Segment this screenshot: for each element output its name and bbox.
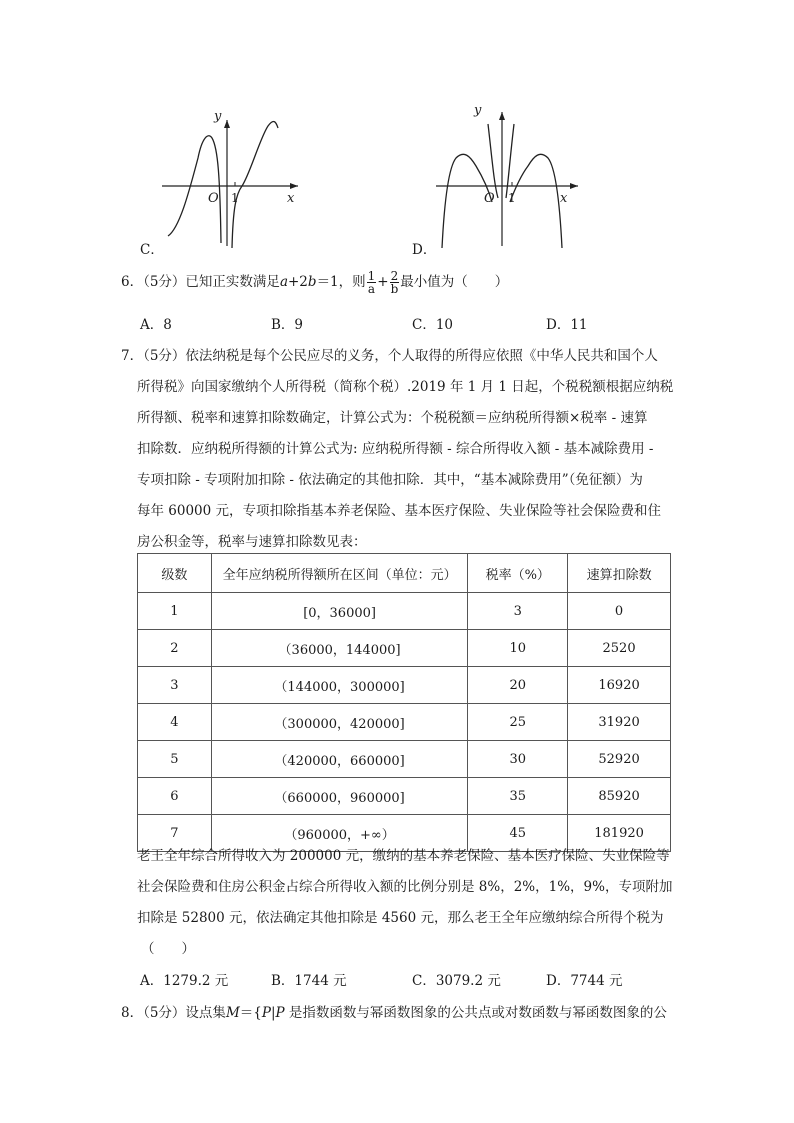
cell-range: （300000，420000] — [211, 704, 468, 741]
curve-right-outer — [510, 154, 562, 248]
tick-label: 1 — [508, 191, 516, 205]
q7-choice-d[interactable]: D．7744 元 — [546, 973, 623, 989]
q6-mid: +2 — [288, 274, 308, 290]
cell-range: （960000，+∞） — [211, 815, 468, 852]
frac1-numerator: 1 — [367, 269, 376, 283]
frac2-numerator: 2 — [390, 269, 399, 283]
q8-eq: ＝{ — [239, 1005, 262, 1021]
y-label: y — [474, 103, 482, 118]
table-row — [138, 778, 671, 815]
origin-label: O — [484, 191, 495, 206]
q7-line-5: 专项扣除 - 专项附加扣除 - 依法确定的其他扣除．其中，“基本减除费用”（免征额）为 — [137, 472, 643, 488]
x-axis-arrow — [570, 183, 578, 189]
curve-right-inner — [506, 124, 514, 198]
cell-range: （420000，660000] — [211, 741, 468, 778]
q6-cond-end: ＝1，则 — [316, 274, 366, 290]
cell-level: 6 — [138, 778, 212, 815]
header-tax-rate: 税率（%） — [468, 554, 568, 593]
q8-stem — [121, 1001, 667, 1021]
q6-fraction-2 — [390, 270, 400, 295]
q7-choice-b[interactable]: B．1744 元 — [271, 973, 347, 989]
curve-left — [168, 136, 221, 243]
cell-level: 3 — [138, 667, 212, 704]
graph-c — [150, 98, 310, 250]
table-row — [138, 741, 671, 778]
q8-rest: 是指数函数与幂函数图象的公共点或对数函数与幂函数图象的公 — [284, 1005, 667, 1021]
q7-after-line-2: 社会保险费和住房公积金占综合所得收入额的比例分别是 8%，2%，1%，9%，专项附加 — [137, 879, 673, 895]
cell-level: 2 — [138, 630, 212, 667]
cell-level: 7 — [138, 815, 212, 852]
cell-rate: 45 — [468, 815, 568, 852]
cell-deduction: 85920 — [568, 778, 671, 815]
graph-d — [430, 98, 590, 250]
cell-deduction: 31920 — [568, 704, 671, 741]
q7-after-line-4: （ ） — [141, 941, 195, 957]
q7-line-4: 扣除数．应纳税所得额的计算公式为: 应纳税所得额 - 综合所得收入额 - 基本减除费用 - — [137, 441, 654, 457]
cell-level: 1 — [138, 593, 212, 630]
cell-deduction: 0 — [568, 593, 671, 630]
q7-after-line-1: 老王全年综合所得收入为 200000 元，缴纳的基本养老保险、基本医疗保险、失业保险等 — [137, 848, 670, 864]
cell-rate: 35 — [468, 778, 568, 815]
tick-label: 1 — [231, 191, 239, 205]
q7-line-3: 所得额、税率和速算扣除数确定，计算公式为：个税税额＝应纳税所得额×税率 - 速算 — [137, 410, 648, 426]
q8-point-p2: P — [275, 1005, 285, 1021]
y-axis-arrow — [224, 120, 230, 128]
q7-after-line-3: 扣除是 52800 元，依法确定其他扣除是 4560 元，那么老王全年应缴纳综合所得个税为 — [137, 910, 664, 926]
cell-deduction: 181920 — [568, 815, 671, 852]
table-header-row — [138, 554, 671, 593]
cell-rate: 30 — [468, 741, 568, 778]
cell-range: [0，36000] — [211, 593, 468, 630]
q7-choice-c[interactable]: C．3079.2 元 — [412, 973, 501, 989]
q6-plus: + — [377, 274, 389, 290]
q7-line-1: 7．（5分）依法纳税是每个公民应尽的义务，个人取得的所得应依照《中华人民共和国个人 — [121, 348, 658, 364]
q7-choice-a[interactable]: A．1279.2 元 — [140, 973, 229, 989]
cell-deduction: 52920 — [568, 741, 671, 778]
q6-fraction-1 — [367, 270, 377, 295]
cell-range: （144000，300000] — [211, 667, 468, 704]
cell-deduction: 2520 — [568, 630, 671, 667]
q8-point-p1: P — [261, 1005, 271, 1021]
q6-choice-c[interactable]: C．10 — [412, 317, 454, 333]
curve-left-inner — [488, 124, 498, 198]
curve-right — [232, 122, 278, 248]
table-row — [138, 630, 671, 667]
q7-line-6: 每年 60000 元，专项扣除指基本养老保险、基本医疗保险、失业保险等社会保险费和住 — [137, 503, 662, 519]
y-axis-arrow — [499, 112, 505, 120]
y-label: y — [214, 109, 222, 124]
cell-range: （660000，960000] — [211, 778, 468, 815]
cell-deduction: 16920 — [568, 667, 671, 704]
q6-prefix: 6．（5分）已知正实数满足 — [121, 274, 280, 290]
cell-level: 5 — [138, 741, 212, 778]
q6-choice-a[interactable]: A．8 — [140, 317, 172, 333]
cell-rate: 20 — [468, 667, 568, 704]
q8-bar: | — [270, 1005, 276, 1021]
cell-range: （36000，144000] — [211, 630, 468, 667]
cell-level: 4 — [138, 704, 212, 741]
q6-var-a: a — [279, 274, 288, 290]
x-label: x — [287, 191, 295, 206]
cell-rate: 25 — [468, 704, 568, 741]
q6-choice-b[interactable]: B．9 — [271, 317, 304, 333]
table-row — [138, 667, 671, 704]
graph-c-label: C． — [140, 242, 164, 258]
q6-var-b: b — [307, 274, 317, 290]
q6-suffix: 最小值为（ ） — [400, 274, 509, 290]
header-level: 级数 — [138, 554, 212, 593]
frac2-denominator: b — [390, 282, 399, 296]
cell-rate: 3 — [468, 593, 568, 630]
q6-choice-d[interactable]: D．11 — [546, 317, 588, 333]
q7-line-7: 房公积金等，税率与速算扣除数见表： — [137, 534, 367, 550]
frac1-denominator: a — [367, 282, 376, 296]
x-axis-arrow — [290, 183, 298, 189]
cell-rate: 10 — [468, 630, 568, 667]
header-quick-deduction: 速算扣除数 — [568, 554, 671, 593]
table-row — [138, 593, 671, 630]
table-row — [138, 704, 671, 741]
q6-stem — [121, 270, 508, 295]
header-income-range: 全年应纳税所得额所在区间（单位：元） — [211, 554, 468, 593]
origin-label: O — [208, 191, 219, 206]
q8-prefix: 8．（5分）设点集 — [121, 1005, 226, 1021]
q7-line-2: 所得税》向国家缴纳个人所得税（简称个税）.2019 年 1 月 1 日起，个税税额根据应纳税 — [137, 379, 674, 395]
graph-d-label: D． — [412, 242, 437, 258]
tax-rate-table — [137, 553, 671, 852]
q8-set-var: M — [225, 1005, 240, 1021]
x-label: x — [560, 191, 568, 206]
